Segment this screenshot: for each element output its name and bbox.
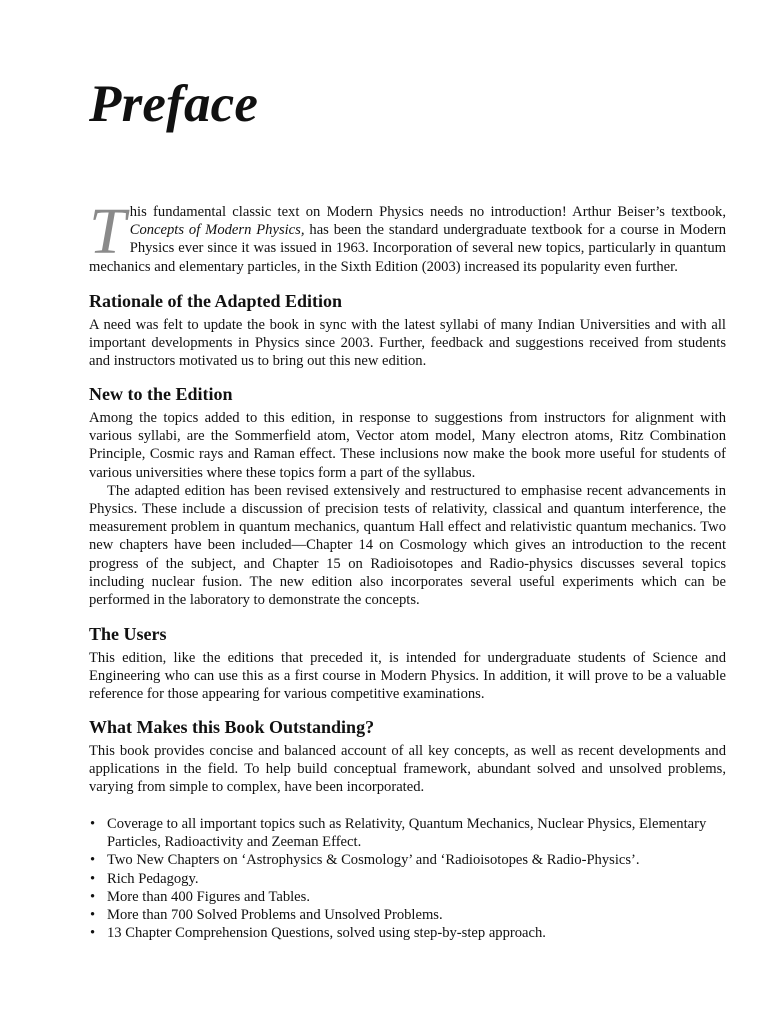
drop-cap: T — [89, 195, 126, 268]
list-item: • Two New Chapters on ‘Astrophysics & Cosmology’ and ‘Radioisotopes & Radio-Physics’. — [89, 851, 726, 869]
paragraph: This book provides concise and balanced account of all key concepts, as well as recent developments and applications in the field. To help build conceptual framework, abundant solved and unsolved problems, varying from simple to complex, have been incorporated. — [89, 743, 726, 796]
list-item: • Coverage to all important topics such as Relativity, Quantum Mechanics, Nuclear Physics, Elementary Particles, Radioactivity and Zeeman Effect. — [89, 815, 726, 851]
paragraph: A need was felt to update the book in sync with the latest syllabi of many Indian Universities and with all important developments in Physics since 2003. Further, feedback and suggestions received from students and instructors motivated us to bring out this new edition. — [89, 317, 726, 370]
paragraph: This edition, like the editions that preceded it, is intended for undergraduate students of Science and Engineering who can use this as a first course in Modern Physics. In addition, it will prove to be a valuable reference for those appearing for various competitive examinations. — [89, 650, 726, 703]
list-item: • 13 Chapter Comprehension Questions, solved using step-by-step approach. — [89, 924, 726, 942]
page-title: Preface — [89, 75, 259, 133]
section-body-new-edition — [89, 409, 726, 609]
section-body-rationale — [89, 316, 726, 371]
section-heading-new-edition: New to the Edition — [89, 384, 233, 404]
list-item: • More than 700 Solved Problems and Unsolved Problems. — [89, 906, 726, 924]
list-item: • Rich Pedagogy. — [89, 870, 726, 888]
feature-list — [89, 815, 726, 942]
intro-text-start: his fundamental classic text on Modern Physics needs no introduction! Arthur Beiser’s textbook, — [129, 204, 726, 220]
list-item: • More than 400 Figures and Tables. — [89, 888, 726, 906]
paragraph: Among the topics added to this edition, in response to suggestions from instructors for alignment with various syllabi, are the Sommerfield atom, Vector atom model, Many electron atoms, Ritz Combination Principle, Cosmic rays and Raman effect. These inclusions now make the book more useful for students of various universities where these topics form a part of the syllabus. — [89, 410, 726, 481]
intro-text-end: has been the standard undergraduate textbook for a course in Modern Physics ever since it was issued in 1963. Incorporation of several new topics, particularly in quantum mechanics and elementary particles, in the Sixth Edition (2003) increased its popularity even further. — [89, 222, 726, 275]
paragraph: The adapted edition has been revised extensively and restructured to emphasise recent advancements in Physics. These include a discussion of precision tests of relativity, classical and quantum interference, the measurement problem in quantum mechanics, quantum Hall effect and relativistic quantum mechanics. Two new chapters have been included—Chapter 14 on Cosmology which gives an introduction to the recent progress of the subject, and Chapter 15 on Radioisotopes and Radio-physics discusses several topics including nuclear fusion. The new edition also incorporates several useful experiments which can be performed in the laboratory to demonstrate the concepts. — [89, 482, 726, 609]
intro-paragraph — [89, 195, 726, 276]
section-heading-outstanding: What Makes this Book Outstanding? — [89, 717, 375, 737]
book-title: Concepts of Modern Physics, — [129, 222, 305, 239]
section-body-users — [89, 649, 726, 704]
section-heading-rationale: Rationale of the Adapted Edition — [89, 291, 343, 311]
section-heading-users: The Users — [89, 624, 167, 644]
section-body-outstanding — [89, 742, 726, 797]
